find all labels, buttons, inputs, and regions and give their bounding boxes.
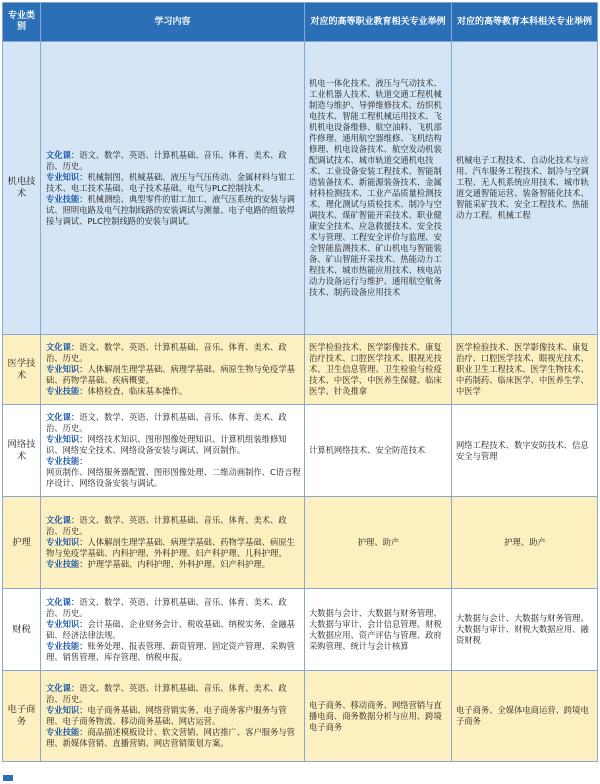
culture-line (46, 683, 301, 705)
content-cell (41, 671, 305, 762)
skill-label: 专业技能： (46, 456, 88, 466)
category-cell: 护理 (3, 497, 41, 589)
culture-text: 语文、数学、英语、计算机基础、音乐、体育、美术、政治、历史。 (46, 412, 287, 433)
table-row (3, 671, 598, 762)
culture-label: 文化课： (46, 412, 80, 422)
culture-text: 语文、数学、英语、计算机基础、音乐、体育、美术、政治、历史。 (46, 342, 287, 363)
culture-text: 语文、数学、英语、计算机基础、音乐、体育、美术、政治、历史。 (46, 515, 287, 536)
undergrad-cell: 电子商务、全媒体电商运营、跨境电子商务 (452, 671, 598, 762)
table-row (3, 497, 598, 589)
knowledge-label: 专业知识： (46, 537, 88, 547)
skill-label: 专业技能： (46, 193, 88, 204)
culture-line (46, 150, 301, 172)
knowledge-text: 机械制图、机械基础、液压与气压传动、金属材料与钳工技术、电工技术基础、电子技术基础、电气与PLC控制技术。 (46, 171, 295, 193)
category-cell: 医学技术 (3, 335, 41, 405)
culture-line (46, 412, 301, 434)
vocational-cell: 机电一体化技术、液压与气动技术、工业机器人技术、轨道交通工程机械制造与维护、导弹维修技术、纺织机电技术、智能工程机械运用技术、飞机机电设备维修、航空油料、飞机部件修理、通用航空器维修、飞机结构修理、机电设备技术、航空发动机装配调试技术、城市轨道交通机电技术、工业设备安装工程技术、智能制造装备技术、新能源装备技术、金属材料检测技术、工业产品质量检测技术、理化测试与质检技术、制冷与空调技术、煤矿智能开采技术、职业健康安全技术、应急救援技术、安全技术与管理、工程安全评价与监理、安全智能监测技术、矿山机电与智能装备、矿山智能开采技术、热能动力工程技术、城市热能应用技术、核电站动力设备运行与维护、通用航空航务技术、制药设备应用技术 (305, 42, 452, 335)
culture-label: 文化课： (46, 683, 80, 693)
knowledge-text: 人体解剖生理学基础、病理学基础、药物学基础、病原生物与免疫学基础、内科护理、外科护理、妇产科护理、儿科护理。 (46, 537, 295, 558)
program-table (2, 2, 598, 762)
knowledge-line (46, 364, 301, 386)
vocational-cell: 护理、助产 (305, 497, 452, 589)
header-undergrad: 对应的高等教育本科相关专业举例 (452, 3, 598, 42)
vocational-cell: 医学检验技术、医学影像技术、康复治疗技术、口腔医学技术、眼视光技术、卫生信息管理、卫生检验与检疫技术、中医学、中医养生保健、临床医学、针灸推拿 (305, 335, 452, 405)
culture-label: 文化课： (46, 515, 80, 525)
culture-text: 语文、数学、英语、计算机基础、音乐、体育、美术、政治、历史。 (46, 596, 287, 618)
knowledge-label: 专业知识： (46, 434, 88, 444)
skill-label: 专业技能： (46, 386, 88, 396)
skill-line (46, 559, 301, 570)
header-content: 学习内容 (41, 3, 305, 42)
skill-text: 网页制作、网络服务器配置、图形图像处理、二维动画制作、C语言程序设计、网络设备安装与调试。 (46, 467, 301, 488)
culture-line (46, 515, 301, 537)
undergrad-cell: 机械电子工程技术、自动化技术与应用、汽车服务工程技术、制冷与空调工程、无人机系统应用技术、城市轨道交通智能运营、装备智能化技术、智能采矿技术、安全工程技术、热能动力工程、机械工程 (452, 42, 598, 335)
knowledge-label: 专业知识： (46, 171, 88, 182)
undergrad-cell: 网络工程技术、数字安防技术、信息安全与管理 (452, 405, 598, 497)
culture-label: 文化课： (46, 149, 80, 160)
skill-text: 商品描述模板设计、软文营销、网店推广、客户服务与管理、新媒体营销、直播营销、网店营销策划方案。 (46, 727, 295, 748)
table-row (3, 42, 598, 335)
knowledge-line (46, 434, 301, 456)
knowledge-line (46, 537, 301, 559)
content-cell (41, 405, 305, 497)
skill-line (46, 386, 301, 397)
header-vocational: 对应的高等职业教育相关专业举例 (305, 3, 452, 42)
content-cell (41, 335, 305, 405)
undergrad-cell: 护理、助产 (452, 497, 598, 589)
vocational-cell: 计算机网络技术、安全防范技术 (305, 405, 452, 497)
culture-text: 语文、数学、英语、计算机基础、音乐、体育、美术、政治、历史。 (46, 149, 287, 171)
vocational-cell: 电子商务、移动商务、网络营销与直播电商、商务数据分析与应用、跨境电子商务 (305, 671, 452, 762)
category-cell: 电子商务 (3, 671, 41, 762)
knowledge-line (46, 619, 301, 641)
culture-label: 文化课： (46, 342, 80, 352)
culture-line (46, 342, 301, 364)
knowledge-label: 专业知识： (46, 364, 88, 374)
table-row (3, 405, 598, 497)
content-cell (41, 497, 305, 589)
knowledge-text: 人体解剖生理学基础、病理学基础、病原生物与免疫学基础、药物学基础、疾病概要。 (46, 364, 295, 385)
header-category: 专业类别 (3, 3, 41, 42)
knowledge-line (46, 172, 301, 194)
culture-label: 文化课： (46, 596, 80, 607)
footer-marker (3, 775, 13, 781)
knowledge-text: 电子商务基础、网络营销实务、电子商务客户服务与管理、电子商务物流、移动商务基础、网店运营。 (46, 705, 287, 726)
skill-line (46, 194, 301, 227)
culture-line (46, 597, 301, 619)
undergrad-cell: 大数据与会计、大数据与财务管理、大数据与审计、财税大数据应用、融资财税 (452, 589, 598, 671)
skill-label: 专业技能： (46, 559, 88, 569)
content-cell (41, 42, 305, 335)
skill-line (46, 456, 301, 489)
content-cell (41, 589, 305, 671)
skill-text: 护理学基础、内科护理、外科护理、妇产科护理。 (87, 559, 271, 569)
skill-line (46, 641, 301, 663)
skill-label: 专业技能： (46, 640, 88, 651)
knowledge-line (46, 705, 301, 727)
skill-text: 体格检查、临床基本操作。 (87, 386, 188, 396)
skill-text: 账务处理、报表管理、薪资管理、固定资产管理、采购管理、销售管理、库存管理、纳税申报。 (46, 640, 295, 662)
table-row (3, 335, 598, 405)
knowledge-text: 会计基础、企业财务会计、税收基础、纳税实务、金融基础、经济法律法规。 (46, 618, 295, 640)
category-cell: 财税 (3, 589, 41, 671)
table-header-row (3, 3, 598, 42)
knowledge-text: 网络技术知识、图形图像处理知识、计算机组装维修知识、网络安全技术、网络设备安装与调试、网页制作。 (46, 434, 287, 455)
category-cell: 机电技术 (3, 42, 41, 335)
undergrad-cell: 医学检验技术、医学影像技术、康复治疗、口腔医学技术、眼视光技术、职业卫生工程技术、医学生物技术、中药制药、临床医学、中医养生学、中医学 (452, 335, 598, 405)
skill-label: 专业技能： (46, 727, 88, 737)
knowledge-label: 专业知识： (46, 618, 88, 629)
table-row (3, 589, 598, 671)
culture-text: 语文、数学、英语、计算机基础、音乐、体育、美术、政治、历史。 (46, 683, 287, 704)
vocational-cell: 大数据与会计、大数据与财务管理、大数据与审计、会计信息管理、财税大数据应用、资产评估与管理、政府采购管理、统计与会计核算 (305, 589, 452, 671)
skill-text: 机械测绘、典型零件的钳工加工、液气压系统的安装与调试、照明电路及电气控制线路的安装调试与测量、电子电路的组装焊接与调试、PLC控制线路的安装与调试。 (46, 193, 295, 226)
knowledge-label: 专业知识： (46, 705, 88, 715)
skill-line (46, 727, 301, 749)
category-cell: 网络技术 (3, 405, 41, 497)
